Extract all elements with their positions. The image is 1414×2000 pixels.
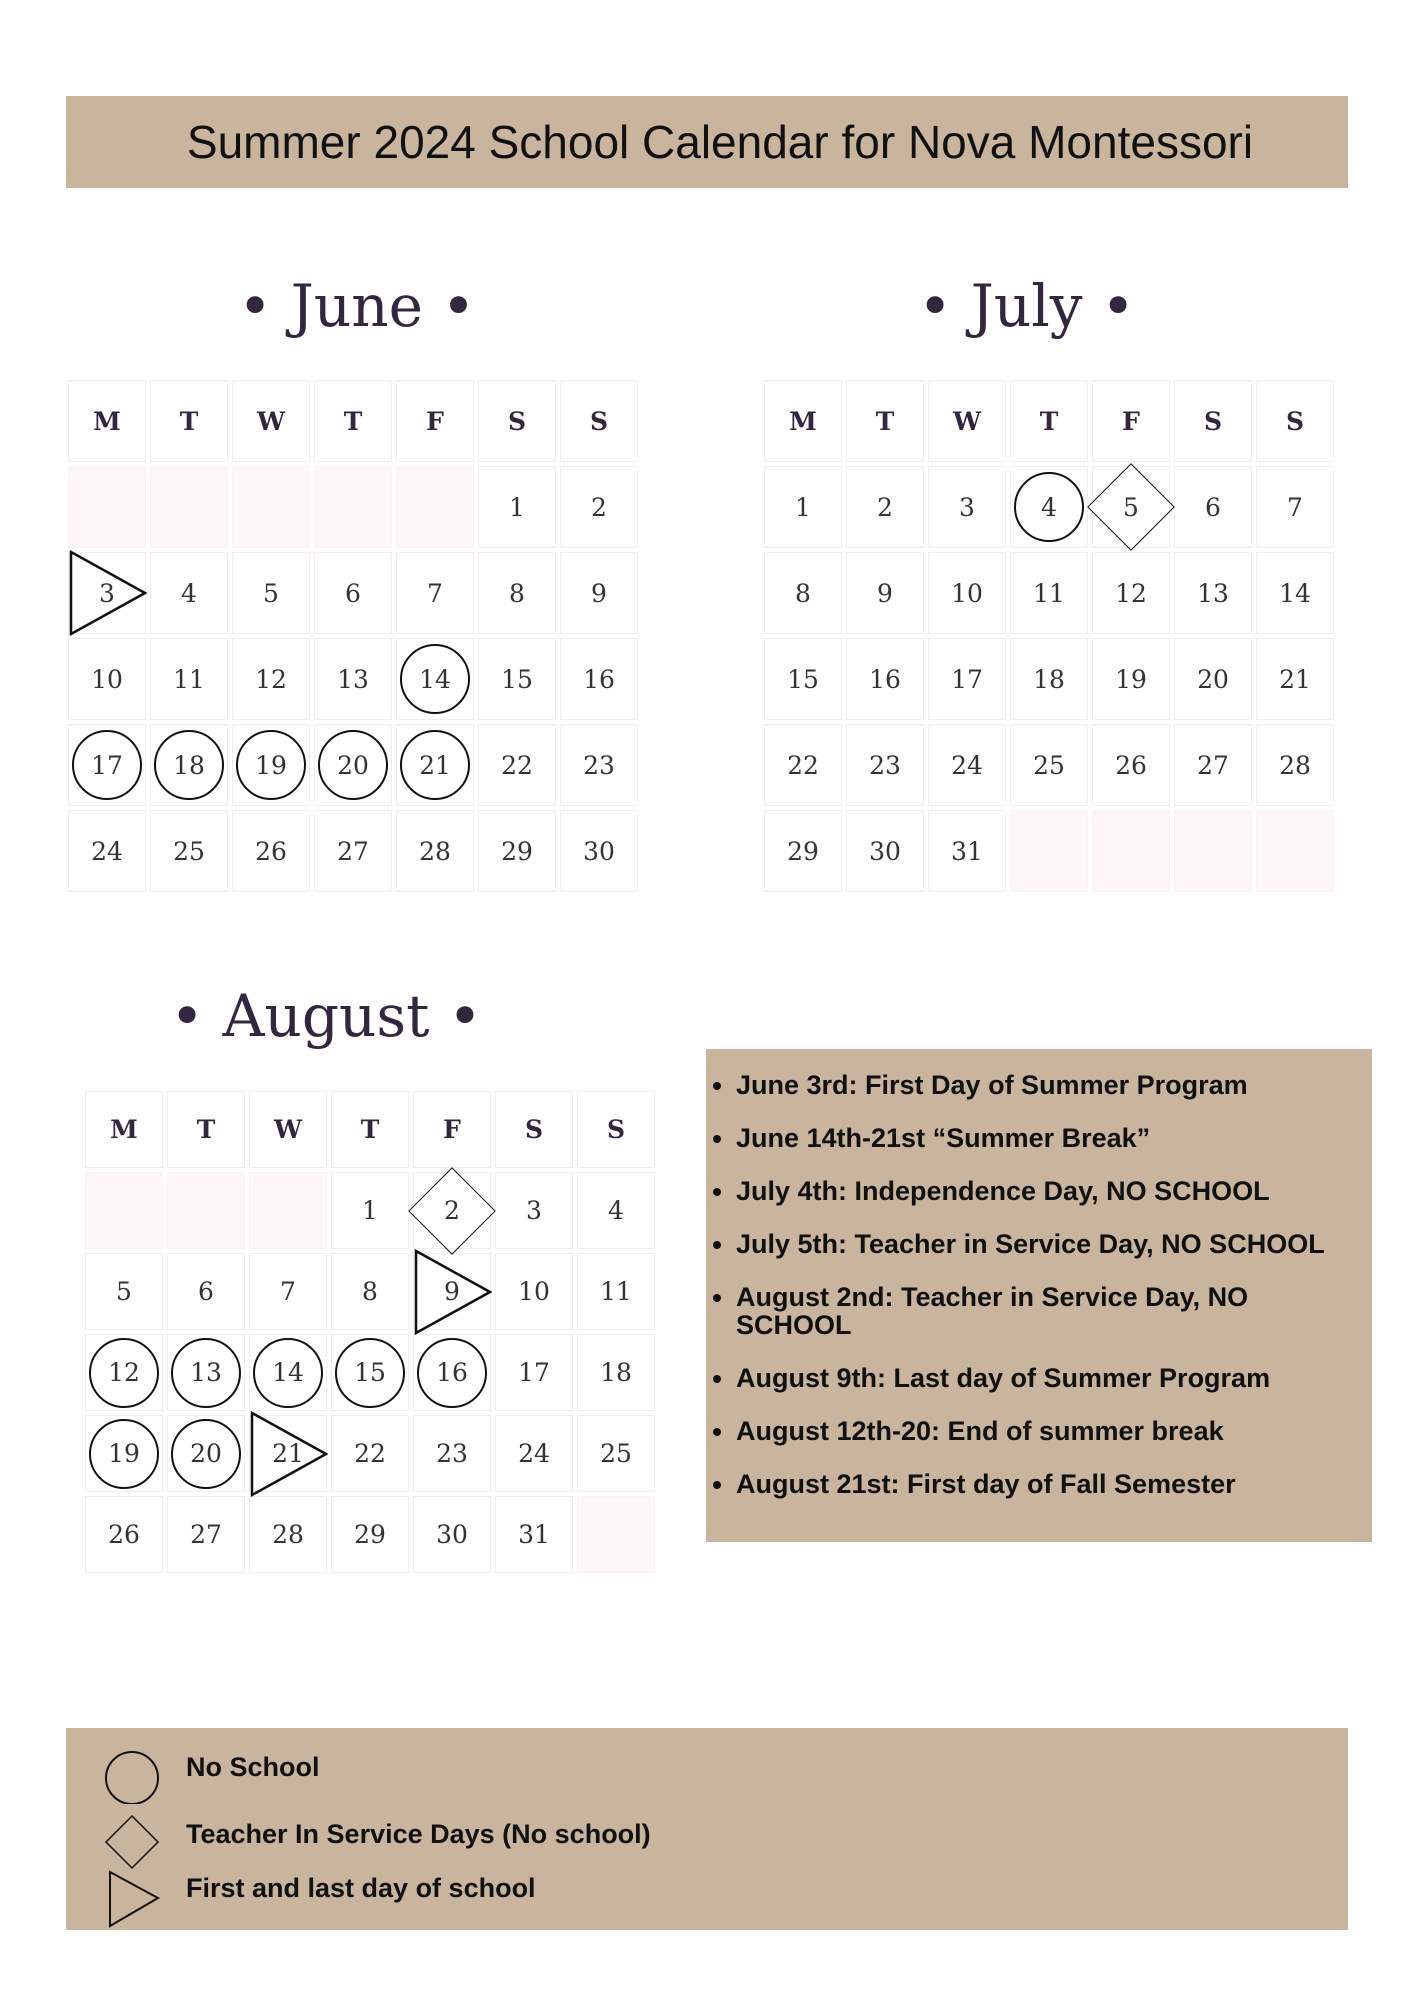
day-cell[interactable] bbox=[167, 1496, 245, 1573]
day-number: 13 bbox=[337, 664, 369, 694]
day-cell[interactable] bbox=[1010, 466, 1088, 548]
day-cell[interactable] bbox=[846, 638, 924, 720]
day-cell[interactable] bbox=[85, 1496, 163, 1573]
weekday-header: S bbox=[1256, 380, 1334, 462]
weekday-header: S bbox=[478, 380, 556, 462]
day-cell[interactable] bbox=[1256, 724, 1334, 806]
day-cell[interactable] bbox=[167, 1415, 245, 1492]
empty-day-cell bbox=[249, 1172, 327, 1249]
day-number: 20 bbox=[190, 1439, 222, 1468]
day-cell[interactable] bbox=[331, 1415, 409, 1492]
weekday-header: F bbox=[413, 1091, 491, 1168]
diamond-icon bbox=[102, 1810, 162, 1870]
weekday-header: S bbox=[560, 380, 638, 462]
empty-day-cell bbox=[68, 466, 146, 548]
empty-day-cell bbox=[1174, 810, 1252, 892]
day-number: 30 bbox=[583, 836, 615, 866]
weekday-header: F bbox=[1092, 380, 1170, 462]
day-number: 26 bbox=[108, 1520, 140, 1549]
day-number: 26 bbox=[1115, 750, 1147, 780]
day-number: 1 bbox=[362, 1196, 378, 1225]
weekday-header: T bbox=[167, 1091, 245, 1168]
day-cell[interactable] bbox=[249, 1415, 327, 1492]
empty-day-cell bbox=[232, 466, 310, 548]
day-number: 25 bbox=[173, 836, 205, 866]
day-number: 24 bbox=[518, 1439, 550, 1468]
day-cell[interactable] bbox=[560, 638, 638, 720]
day-cell[interactable] bbox=[764, 552, 842, 634]
day-number: 27 bbox=[337, 836, 369, 866]
day-cell[interactable] bbox=[577, 1334, 655, 1411]
day-cell[interactable] bbox=[232, 810, 310, 892]
weekday-header: W bbox=[249, 1091, 327, 1168]
day-number: 7 bbox=[280, 1277, 296, 1306]
day-number: 8 bbox=[362, 1277, 378, 1306]
day-cell[interactable] bbox=[846, 724, 924, 806]
calendar-august bbox=[83, 1089, 657, 1575]
day-number: 7 bbox=[427, 578, 443, 608]
day-number: 26 bbox=[255, 836, 287, 866]
day-cell[interactable] bbox=[478, 466, 556, 548]
day-cell[interactable] bbox=[68, 552, 146, 634]
page-title: Summer 2024 School Calendar for Nova Montessori bbox=[186, 116, 1254, 168]
day-cell[interactable] bbox=[1174, 552, 1252, 634]
day-cell[interactable] bbox=[68, 810, 146, 892]
day-number: 25 bbox=[600, 1439, 632, 1468]
day-number: 12 bbox=[255, 664, 287, 694]
day-cell[interactable] bbox=[68, 638, 146, 720]
day-cell[interactable] bbox=[928, 638, 1006, 720]
day-number: 28 bbox=[419, 836, 451, 866]
day-number: 22 bbox=[354, 1439, 386, 1468]
day-cell[interactable] bbox=[413, 1415, 491, 1492]
empty-day-cell bbox=[396, 466, 474, 548]
day-number: 18 bbox=[1033, 664, 1065, 694]
day-number: 31 bbox=[518, 1520, 550, 1549]
weekday-header: M bbox=[85, 1091, 163, 1168]
day-cell[interactable] bbox=[413, 1334, 491, 1411]
legend-label: Teacher In Service Days (No school) bbox=[186, 1819, 651, 1849]
day-number: 29 bbox=[354, 1520, 386, 1549]
weekday-header: F bbox=[396, 380, 474, 462]
day-number: 6 bbox=[345, 578, 361, 608]
day-number: 2 bbox=[591, 492, 607, 522]
event-item: • June 14th-21st “Summer Break” bbox=[736, 1124, 1372, 1152]
weekday-header: T bbox=[314, 380, 392, 462]
legend-row-no-school bbox=[66, 1744, 1348, 1804]
day-cell[interactable] bbox=[1256, 638, 1334, 720]
legend-row-in-service bbox=[66, 1810, 1348, 1870]
day-number: 28 bbox=[272, 1520, 304, 1549]
event-item: • June 3rd: First Day of Summer Program bbox=[736, 1071, 1372, 1099]
day-number: 28 bbox=[1279, 750, 1311, 780]
day-cell[interactable] bbox=[928, 466, 1006, 548]
day-number: 6 bbox=[198, 1277, 214, 1306]
day-cell[interactable] bbox=[495, 1496, 573, 1573]
day-number: 11 bbox=[1033, 578, 1065, 608]
event-item: • August 21st: First day of Fall Semester bbox=[736, 1470, 1372, 1498]
day-cell[interactable] bbox=[1092, 638, 1170, 720]
day-cell[interactable] bbox=[764, 810, 842, 892]
empty-day-cell bbox=[577, 1496, 655, 1573]
day-number: 24 bbox=[951, 750, 983, 780]
day-cell[interactable] bbox=[560, 552, 638, 634]
day-cell[interactable] bbox=[314, 638, 392, 720]
day-cell[interactable] bbox=[249, 1334, 327, 1411]
day-number: 30 bbox=[869, 836, 901, 866]
day-cell[interactable] bbox=[478, 638, 556, 720]
calendar-june bbox=[66, 378, 640, 894]
day-number: 17 bbox=[91, 750, 123, 780]
day-number: 17 bbox=[951, 664, 983, 694]
day-number: 22 bbox=[501, 750, 533, 780]
day-number: 21 bbox=[419, 750, 451, 780]
day-cell[interactable] bbox=[1256, 552, 1334, 634]
circle-icon bbox=[102, 1744, 162, 1804]
legend-label: No School bbox=[186, 1752, 320, 1782]
empty-day-cell bbox=[314, 466, 392, 548]
day-number: 24 bbox=[91, 836, 123, 866]
day-cell[interactable] bbox=[495, 1253, 573, 1330]
day-number: 8 bbox=[509, 578, 525, 608]
weekday-header: M bbox=[68, 380, 146, 462]
day-number: 20 bbox=[337, 750, 369, 780]
day-number: 5 bbox=[1123, 492, 1139, 522]
day-cell[interactable] bbox=[495, 1415, 573, 1492]
weekday-header: W bbox=[232, 380, 310, 462]
day-number: 8 bbox=[795, 578, 811, 608]
day-cell[interactable] bbox=[150, 638, 228, 720]
day-number: 16 bbox=[869, 664, 901, 694]
day-cell[interactable] bbox=[331, 1334, 409, 1411]
day-number: 14 bbox=[419, 664, 451, 694]
day-number: 4 bbox=[608, 1196, 624, 1225]
day-cell[interactable] bbox=[331, 1172, 409, 1249]
day-cell[interactable] bbox=[764, 638, 842, 720]
day-cell[interactable] bbox=[232, 724, 310, 806]
day-number: 19 bbox=[108, 1439, 140, 1468]
day-number: 9 bbox=[591, 578, 607, 608]
day-number: 5 bbox=[116, 1277, 132, 1306]
day-cell[interactable] bbox=[560, 724, 638, 806]
day-number: 13 bbox=[1197, 578, 1229, 608]
day-number: 18 bbox=[600, 1358, 632, 1387]
day-number: 10 bbox=[518, 1277, 550, 1306]
day-number: 15 bbox=[787, 664, 819, 694]
day-number: 16 bbox=[583, 664, 615, 694]
calendar-july bbox=[762, 378, 1336, 894]
day-number: 25 bbox=[1033, 750, 1065, 780]
day-number: 27 bbox=[190, 1520, 222, 1549]
day-cell[interactable] bbox=[478, 724, 556, 806]
day-cell[interactable] bbox=[495, 1334, 573, 1411]
event-item: • August 9th: Last day of Summer Program bbox=[736, 1364, 1372, 1392]
day-number: 3 bbox=[99, 578, 115, 608]
day-cell[interactable] bbox=[1092, 552, 1170, 634]
day-number: 31 bbox=[951, 836, 983, 866]
day-number: 4 bbox=[181, 578, 197, 608]
day-number: 23 bbox=[583, 750, 615, 780]
day-number: 20 bbox=[1197, 664, 1229, 694]
month-title-june: • June • bbox=[238, 272, 476, 340]
day-cell[interactable] bbox=[928, 552, 1006, 634]
day-number: 18 bbox=[173, 750, 205, 780]
day-cell[interactable] bbox=[396, 724, 474, 806]
day-cell[interactable] bbox=[68, 724, 146, 806]
weekday-header: T bbox=[331, 1091, 409, 1168]
legend-row-first-last bbox=[66, 1868, 1348, 1928]
day-number: 17 bbox=[518, 1358, 550, 1387]
day-cell[interactable] bbox=[331, 1253, 409, 1330]
day-number: 14 bbox=[272, 1358, 304, 1387]
day-cell[interactable] bbox=[85, 1334, 163, 1411]
events-panel bbox=[706, 1049, 1372, 1542]
day-number: 27 bbox=[1197, 750, 1229, 780]
day-number: 30 bbox=[436, 1520, 468, 1549]
day-number: 21 bbox=[1279, 664, 1311, 694]
day-number: 12 bbox=[1115, 578, 1147, 608]
day-cell[interactable] bbox=[577, 1253, 655, 1330]
day-cell[interactable] bbox=[85, 1415, 163, 1492]
day-number: 19 bbox=[255, 750, 287, 780]
weekday-header: S bbox=[495, 1091, 573, 1168]
event-item: • August 12th-20: End of summer break bbox=[736, 1417, 1372, 1445]
weekday-header: T bbox=[1010, 380, 1088, 462]
day-number: 13 bbox=[190, 1358, 222, 1387]
day-cell[interactable] bbox=[478, 552, 556, 634]
day-cell[interactable] bbox=[413, 1172, 491, 1249]
empty-day-cell bbox=[1010, 810, 1088, 892]
day-number: 2 bbox=[444, 1196, 460, 1225]
day-number: 2 bbox=[877, 492, 893, 522]
weekday-header: T bbox=[150, 380, 228, 462]
day-cell[interactable] bbox=[928, 810, 1006, 892]
day-number: 29 bbox=[787, 836, 819, 866]
weekday-header: W bbox=[928, 380, 1006, 462]
empty-day-cell bbox=[1092, 810, 1170, 892]
day-cell[interactable] bbox=[249, 1253, 327, 1330]
events-list bbox=[706, 1071, 1372, 1498]
day-number: 1 bbox=[509, 492, 525, 522]
day-number: 23 bbox=[869, 750, 901, 780]
month-title-august: • August • bbox=[170, 982, 483, 1050]
day-cell[interactable] bbox=[1092, 466, 1170, 548]
day-number: 23 bbox=[436, 1439, 468, 1468]
day-cell[interactable] bbox=[150, 552, 228, 634]
day-cell[interactable] bbox=[495, 1172, 573, 1249]
title-banner bbox=[66, 96, 1348, 188]
day-cell[interactable] bbox=[314, 810, 392, 892]
day-number: 11 bbox=[173, 664, 205, 694]
day-cell[interactable] bbox=[167, 1253, 245, 1330]
day-cell[interactable] bbox=[846, 466, 924, 548]
empty-day-cell bbox=[85, 1172, 163, 1249]
day-number: 14 bbox=[1279, 578, 1311, 608]
empty-day-cell bbox=[150, 466, 228, 548]
day-cell[interactable] bbox=[1174, 724, 1252, 806]
day-number: 10 bbox=[91, 664, 123, 694]
day-cell[interactable] bbox=[1174, 466, 1252, 548]
day-number: 15 bbox=[501, 664, 533, 694]
legend-panel bbox=[66, 1728, 1348, 1930]
day-cell[interactable] bbox=[1092, 724, 1170, 806]
day-number: 3 bbox=[526, 1196, 542, 1225]
day-cell[interactable] bbox=[150, 724, 228, 806]
day-number: 5 bbox=[263, 578, 279, 608]
day-number: 1 bbox=[795, 492, 811, 522]
event-item: • July 5th: Teacher in Service Day, NO SCHOOL bbox=[736, 1230, 1372, 1258]
day-cell[interactable] bbox=[846, 810, 924, 892]
weekday-header: S bbox=[1174, 380, 1252, 462]
empty-day-cell bbox=[1256, 810, 1334, 892]
weekday-header: T bbox=[846, 380, 924, 462]
day-number: 29 bbox=[501, 836, 533, 866]
day-cell[interactable] bbox=[478, 810, 556, 892]
day-number: 10 bbox=[951, 578, 983, 608]
day-cell[interactable] bbox=[560, 810, 638, 892]
day-cell[interactable] bbox=[167, 1334, 245, 1411]
empty-day-cell bbox=[167, 1172, 245, 1249]
day-cell[interactable] bbox=[764, 466, 842, 548]
day-cell[interactable] bbox=[85, 1253, 163, 1330]
day-number: 16 bbox=[436, 1358, 468, 1387]
day-cell[interactable] bbox=[1010, 552, 1088, 634]
day-cell[interactable] bbox=[150, 810, 228, 892]
day-cell[interactable] bbox=[232, 552, 310, 634]
day-cell[interactable] bbox=[249, 1496, 327, 1573]
day-cell[interactable] bbox=[577, 1415, 655, 1492]
day-cell[interactable] bbox=[413, 1496, 491, 1573]
event-item: • July 4th: Independence Day, NO SCHOOL bbox=[736, 1177, 1372, 1205]
day-number: 9 bbox=[444, 1277, 460, 1306]
day-cell[interactable] bbox=[232, 638, 310, 720]
day-cell[interactable] bbox=[314, 724, 392, 806]
day-cell[interactable] bbox=[1010, 724, 1088, 806]
legend-label: First and last day of school bbox=[186, 1873, 536, 1903]
day-cell[interactable] bbox=[560, 466, 638, 548]
day-cell[interactable] bbox=[413, 1253, 491, 1330]
day-cell[interactable] bbox=[396, 810, 474, 892]
day-number: 15 bbox=[354, 1358, 386, 1387]
day-number: 12 bbox=[108, 1358, 140, 1387]
day-cell[interactable] bbox=[314, 552, 392, 634]
day-number: 21 bbox=[272, 1439, 304, 1468]
day-cell[interactable] bbox=[1256, 466, 1334, 548]
day-cell[interactable] bbox=[396, 638, 474, 720]
day-cell[interactable] bbox=[577, 1172, 655, 1249]
day-cell[interactable] bbox=[1010, 638, 1088, 720]
day-cell[interactable] bbox=[1174, 638, 1252, 720]
day-cell[interactable] bbox=[396, 552, 474, 634]
day-number: 4 bbox=[1041, 492, 1057, 522]
triangle-icon bbox=[102, 1868, 162, 1928]
day-cell[interactable] bbox=[928, 724, 1006, 806]
day-number: 19 bbox=[1115, 664, 1147, 694]
event-item: • August 2nd: Teacher in Service Day, NO SCHOOL bbox=[736, 1283, 1296, 1339]
day-cell[interactable] bbox=[846, 552, 924, 634]
weekday-header: M bbox=[764, 380, 842, 462]
day-cell[interactable] bbox=[764, 724, 842, 806]
month-title-july: • July • bbox=[918, 272, 1136, 340]
day-number: 7 bbox=[1287, 492, 1303, 522]
day-number: 3 bbox=[959, 492, 975, 522]
day-number: 11 bbox=[600, 1277, 632, 1306]
day-number: 22 bbox=[787, 750, 819, 780]
weekday-header: S bbox=[577, 1091, 655, 1168]
day-cell[interactable] bbox=[331, 1496, 409, 1573]
day-number: 6 bbox=[1205, 492, 1221, 522]
day-number: 9 bbox=[877, 578, 893, 608]
